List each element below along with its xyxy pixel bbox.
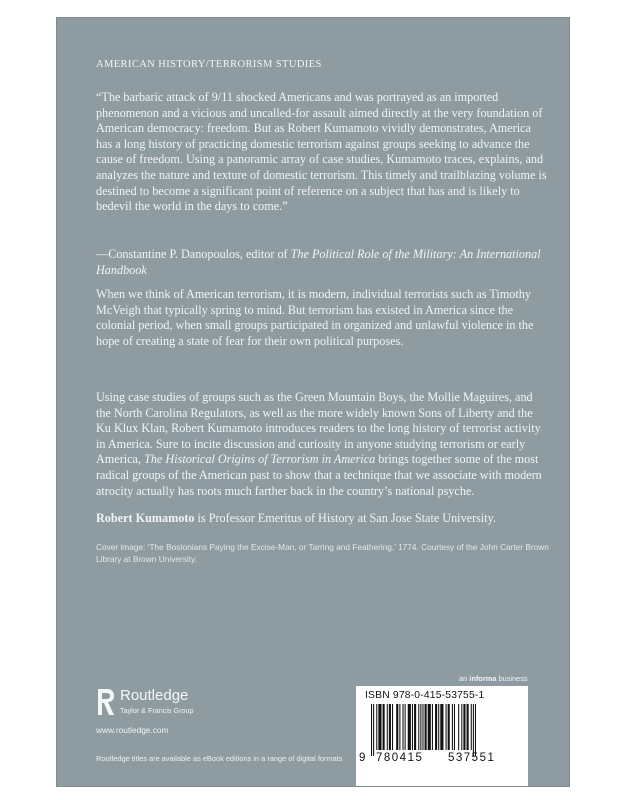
- publisher-group: Taylor & Francis Group: [120, 706, 194, 715]
- barcode-digits-right: 537551: [448, 752, 496, 764]
- informa-prefix: an: [459, 674, 470, 683]
- barcode-icon: [369, 704, 519, 756]
- ebook-note: Routledge titles are available as eBook editions in a range of digital formats: [96, 754, 343, 763]
- barcode-bar: [378, 704, 381, 750]
- author-bio-text: is Professor Emeritus of History at San Jose State University.: [194, 511, 496, 525]
- barcode-bar: [418, 704, 419, 750]
- author-name: Robert Kumamoto: [96, 511, 195, 525]
- barcode-bar: [454, 704, 455, 750]
- barcode-bar: [399, 704, 400, 750]
- barcode-digit-first: 9: [359, 752, 366, 764]
- barcode-bar: [392, 704, 393, 750]
- isbn-number: ISBN 978-0-415-53755-1: [365, 690, 485, 701]
- barcode-bar: [461, 704, 462, 750]
- barcode-bar: [446, 704, 447, 750]
- barcode-bar: [422, 704, 423, 750]
- publisher-logo: [96, 685, 216, 745]
- barcode-bar: [473, 704, 474, 756]
- barcode-bar: [376, 704, 377, 750]
- barcode-bar: [371, 704, 372, 756]
- barcode-bar: [405, 704, 406, 750]
- barcode-bar: [471, 704, 472, 750]
- barcode-bar: [425, 704, 427, 750]
- barcode-bar: [396, 704, 398, 750]
- endorsement-attribution: [96, 247, 548, 278]
- barcode-bar: [428, 704, 431, 750]
- cover-image-credit: Cover image: ‘The Bostonians Paying the Excise-Man, or Tarring and Feathering,’ 1774. Courtesy of the John Carter Brown Library at Brown University.: [96, 542, 549, 564]
- publisher-name: Routledge: [120, 687, 189, 704]
- barcode-bar: [373, 704, 374, 756]
- publisher-url: www.routledge.com: [96, 725, 169, 735]
- barcode-bar: [438, 704, 439, 750]
- barcode-bar: [412, 704, 413, 750]
- informa-business: [459, 674, 528, 683]
- endorsement-quote: “The barbaric attack of 9/11 shocked Americans and was portrayed as an imported phenomenon and a vicious and uncalled-for assault aimed directly at the very foundation of American democracy: freedom. But as Robert Kumamoto vividly demonstrates, America has a long history of practicing domestic terrorism against groups seeking to advance the cause of freedom. Using a panoramic array of case studies, Kumamoto traces, explains, and analyzes the nature and texture of domestic terrorism. This timely and trailblazing volume is destined to become a significant point of reference on a subject that has and is likely to bedevil the world in the days to come.”: [96, 90, 547, 214]
- description-paragraph-2: [96, 390, 548, 499]
- barcode-bar: [475, 704, 476, 756]
- para2-text-b: brings together some of the most radical groups of the American past to show that a technique that we associate with modern atrocity actually has roots much farther back in the country’s national psyche.: [96, 452, 542, 498]
- informa-suffix: business: [496, 674, 528, 683]
- author-bio: [96, 511, 556, 527]
- barcode-bar: [414, 704, 416, 750]
- routledge-logo-icon: [96, 687, 116, 717]
- barcode-bar: [452, 704, 453, 750]
- barcode-bar: [467, 704, 469, 750]
- barcode-bar: [403, 704, 404, 750]
- barcode-bar: [448, 704, 450, 750]
- barcode-bar: [432, 704, 433, 750]
- isbn-barcode-box: [356, 686, 528, 786]
- attribution-prefix: —Constantine P. Danopoulos, editor of: [96, 247, 291, 261]
- barcode-bar: [383, 704, 385, 750]
- attribution-book-title: The Political Role of the Military: An International Handbook: [96, 247, 541, 277]
- book-title: The Historical Origins of Terrorism in America: [144, 452, 376, 467]
- barcode-bar: [463, 704, 465, 750]
- barcode-bar: [420, 704, 421, 750]
- barcode-bar: [458, 704, 459, 750]
- barcode-bar: [440, 704, 443, 750]
- informa-name: informa: [469, 674, 497, 683]
- barcode-digits-left: 780415: [376, 752, 424, 764]
- barcode-bar: [387, 704, 388, 750]
- para2-text-a: Using case studies of groups such as the Green Mountain Boys, the Mollie Maguires, and the North Carolina Regulators, as well as the more widely known Sons of Liberty and the Ku Klux Klan, Robert Kumamoto introduces readers to the long history of terrorist activity in America. Sure to incite discussion and curiosity in anyone studying terrorism or early America,: [96, 390, 541, 467]
- barcode-bar: [435, 704, 437, 750]
- category-label: AMERICAN HISTORY/TERRORISM STUDIES: [96, 59, 322, 70]
- back-cover: [56, 17, 570, 787]
- barcode-bar: [408, 704, 411, 750]
- description-paragraph-1: When we think of American terrorism, it is modern, individual terrorists such as Timothy McVeigh that typically spring to mind. But terrorism has existed in America since the colonial period, when small groups participated in organized and unlawful violence in the hope of creating a state of fear for their own political purposes.: [96, 287, 534, 348]
- barcode-bar: [389, 704, 391, 750]
